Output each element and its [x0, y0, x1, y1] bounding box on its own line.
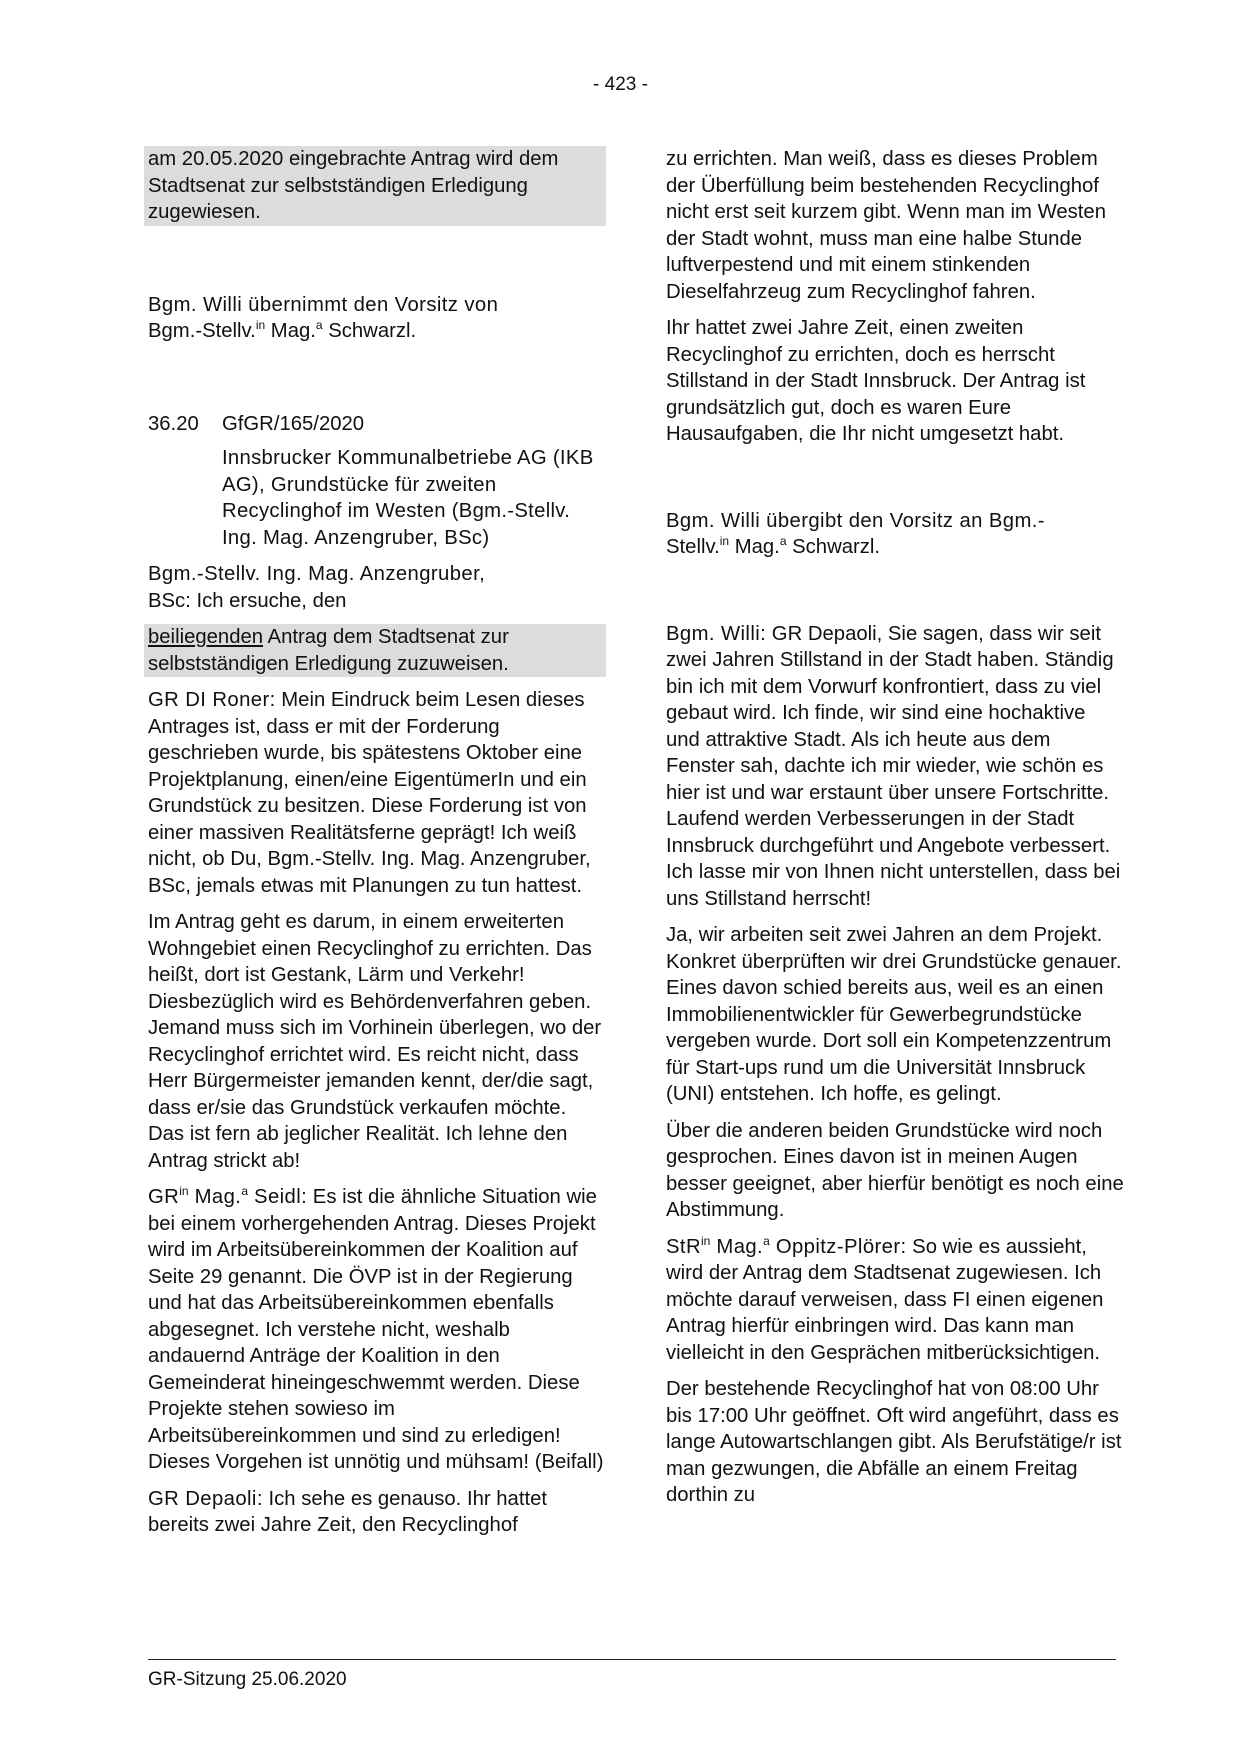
agenda-item	[148, 411, 606, 552]
speech-willi: Bgm. Willi: GR Depaoli, Sie sagen, dass wir seit zwei Jahren Stillstand in der Stadt haben. Ständig bin ich mit dem Vorwurf konfrontiert, dass zu viel gebaut wird. Ich finde, wir sind eine hochaktive und attraktive Stadt. Als ich heute aus dem Fenster sah, dachte ich mir wieder, wie schön es hier ist und war erstaunt über unsere Fortschritte. Laufend werden Verbesserungen in der Stadt Innsbruck durchgeführt und Angebote verbessert. Ich lasse mir von Ihnen nicht unterstellen, dass bei uns Stillstand herrscht!	[666, 622, 1121, 910]
chair-change-note: Bgm. Willi übernimmt den Vorsitz von Bgm.-Stellv.$^{in}$ Mag.$^a$ Schwarzl.	[148, 293, 499, 342]
item-reference: GfGR/165/2020	[222, 412, 365, 435]
speech-willi-2: Ja, wir arbeiten seit zwei Jahren an dem Projekt. Konkret überprüften wir drei Grundstücke genauer. Eines davon schied bereits aus, weil es an einen Immobilienentwickler für Gewerbegrundstücke vergeben wurde. Dort soll ein Kompetenzzentrum für Start-ups rund um die Universität Innsbruck (UNI) entstehen. Ich hoffe, es gelingt.	[666, 924, 1122, 1105]
speech-oppitz-2: Der bestehende Recyclinghof hat von 08:00 Uhr bis 17:00 Uhr geöffnet. Oft wird angeführt, dass es lange Autowartschlangen gibt. Als Berufstätige/r ist man gezwungen, die Abfälle an einem Freitag dorthin zu	[666, 1378, 1122, 1506]
page-number: - 423 -	[593, 74, 648, 95]
speech-roner: GR DI Roner: Mein Eindruck beim Lesen dieses Antrages ist, dass er mit der Forderung geschrieben wurde, bis spätestens Oktober eine Projektplanung, einen/eine EigentümerIn und ein Grundstück zu besitzen. Diese Forderung ist von einer massiven Realitätsferne geprägt! Ich weiß nicht, ob Du, Bgm.-Stellv. Ing. Mag. Anzengruber, BSc, jemals etwas mit Planungen zu tun hattest.	[148, 689, 591, 897]
speech-seidl: $GR^{in}$ Mag.$^a$ Seidl: Es ist die ähnliche Situation wie bei einem vorhergehenden Antrag. Dieses Projekt wird im Arbeitsübereinkommen der Koalition auf Seite 29 genannt. Die ÖVP ist in der Regierung und hat das Arbeitsübereinkommen ebenfalls abgesegnet. Ich verstehe nicht, weshalb andauernd Anträge der Koalition in den Gemeinderat hineingeschwemmt werden. Diese Projekte stehen sowieso im Arbeitsübereinkommen und sind zu erledigen! Dieses Vorgehen ist unnötig und mühsam! (Beifall)	[148, 1184, 604, 1473]
speech-depaoli-cont-2: Ihr hattet zwei Jahre Zeit, einen zweiten Recyclinghof zu errichten, doch es herrscht Stillstand in der Stadt Innsbruck. Der Antrag ist grundsätzlich gut, doch es waren Eure Hausaufgaben, die Ihr nicht umgesetzt habt.	[666, 317, 1086, 445]
speech-roner-2: Im Antrag geht es darum, in einem erweiterten Wohngebiet einen Recyclinghof zu errichten. Das heißt, dort ist Gestank, Lärm und Verkehr! Diesbezüglich wird es Behördenverfahren geben. Jemand muss sich im Vorhinein überlegen, wo der Recyclinghof errichtet wird. Es reicht nicht, dass Herr Bürgermeister jemanden kennt, der/die sagt, dass er/sie das Grundstück verkaufen möchte. Das ist fern ab jeglicher Realität. Ich lehne den Antrag strickt ab!	[148, 911, 602, 1172]
speech-depaoli-cont: zu errichten. Man weiß, dass es dieses Problem der Überfüllung beim bestehenden Recyclinghof nicht erst seit kurzem gibt. Wenn man im Westen der Stadt wohnt, muss man eine halbe Stunde luftverpestend und mit einem stinkenden Dieselfahrzeug zum Recyclinghof fahren.	[666, 148, 1106, 303]
speech-oppitz: StR$^{in}$ Mag.$^a$ Oppitz-Plörer: So wie es aussieht, wird der Antrag dem Stadtsenat zugewiesen. Ich möchte darauf verweisen, dass FI einen eigenen Antrag hierfür einbringen wird. Das kann man vielleicht in den Gesprächen mitberücksichtigen.	[666, 1233, 1104, 1364]
chair-return-note: Bgm. Willi übergibt den Vorsitz an Bgm.- Stellv.$^{in}$ Mag.$^a$ Schwarzl.	[666, 509, 1045, 558]
decision-highlight: am 20.05.2020 eingebrachte Antrag wird dem Stadtsenat zur selbstständigen Erledigung zugewiesen.	[144, 146, 606, 226]
motion-intro: Bgm.-Stellv. Ing. Mag. Anzengruber, BSc: Ich ersuche, den	[148, 563, 486, 612]
left-column	[148, 146, 606, 1549]
speech-willi-3: Über die anderen beiden Grundstücke wird noch gesprochen. Eines davon ist in meinen Augen besser geeignet, aber hierfür benötigt es noch eine Abstimmung.	[666, 1119, 1124, 1221]
motion-highlight: beiliegenden Antrag dem Stadtsenat zur selbstständigen Erledigung zuzuweisen.	[144, 624, 606, 677]
right-column	[666, 146, 1124, 1519]
page-footer	[148, 1659, 1116, 1691]
item-number: 36.20	[148, 412, 199, 435]
speech-depaoli: GR Depaoli: Ich sehe es genauso. Ihr hattet bereits zwei Jahre Zeit, den Recyclinghof	[148, 1487, 548, 1536]
footer-session-date: GR-Sitzung 25.06.2020	[148, 1669, 347, 1690]
item-title: Innsbrucker Kommunalbetriebe AG (IKB AG), Grundstücke für zweiten Recyclinghof im Westen (Bgm.-Stellv. Ing. Mag. Anzengruber, BSc)	[222, 447, 594, 549]
